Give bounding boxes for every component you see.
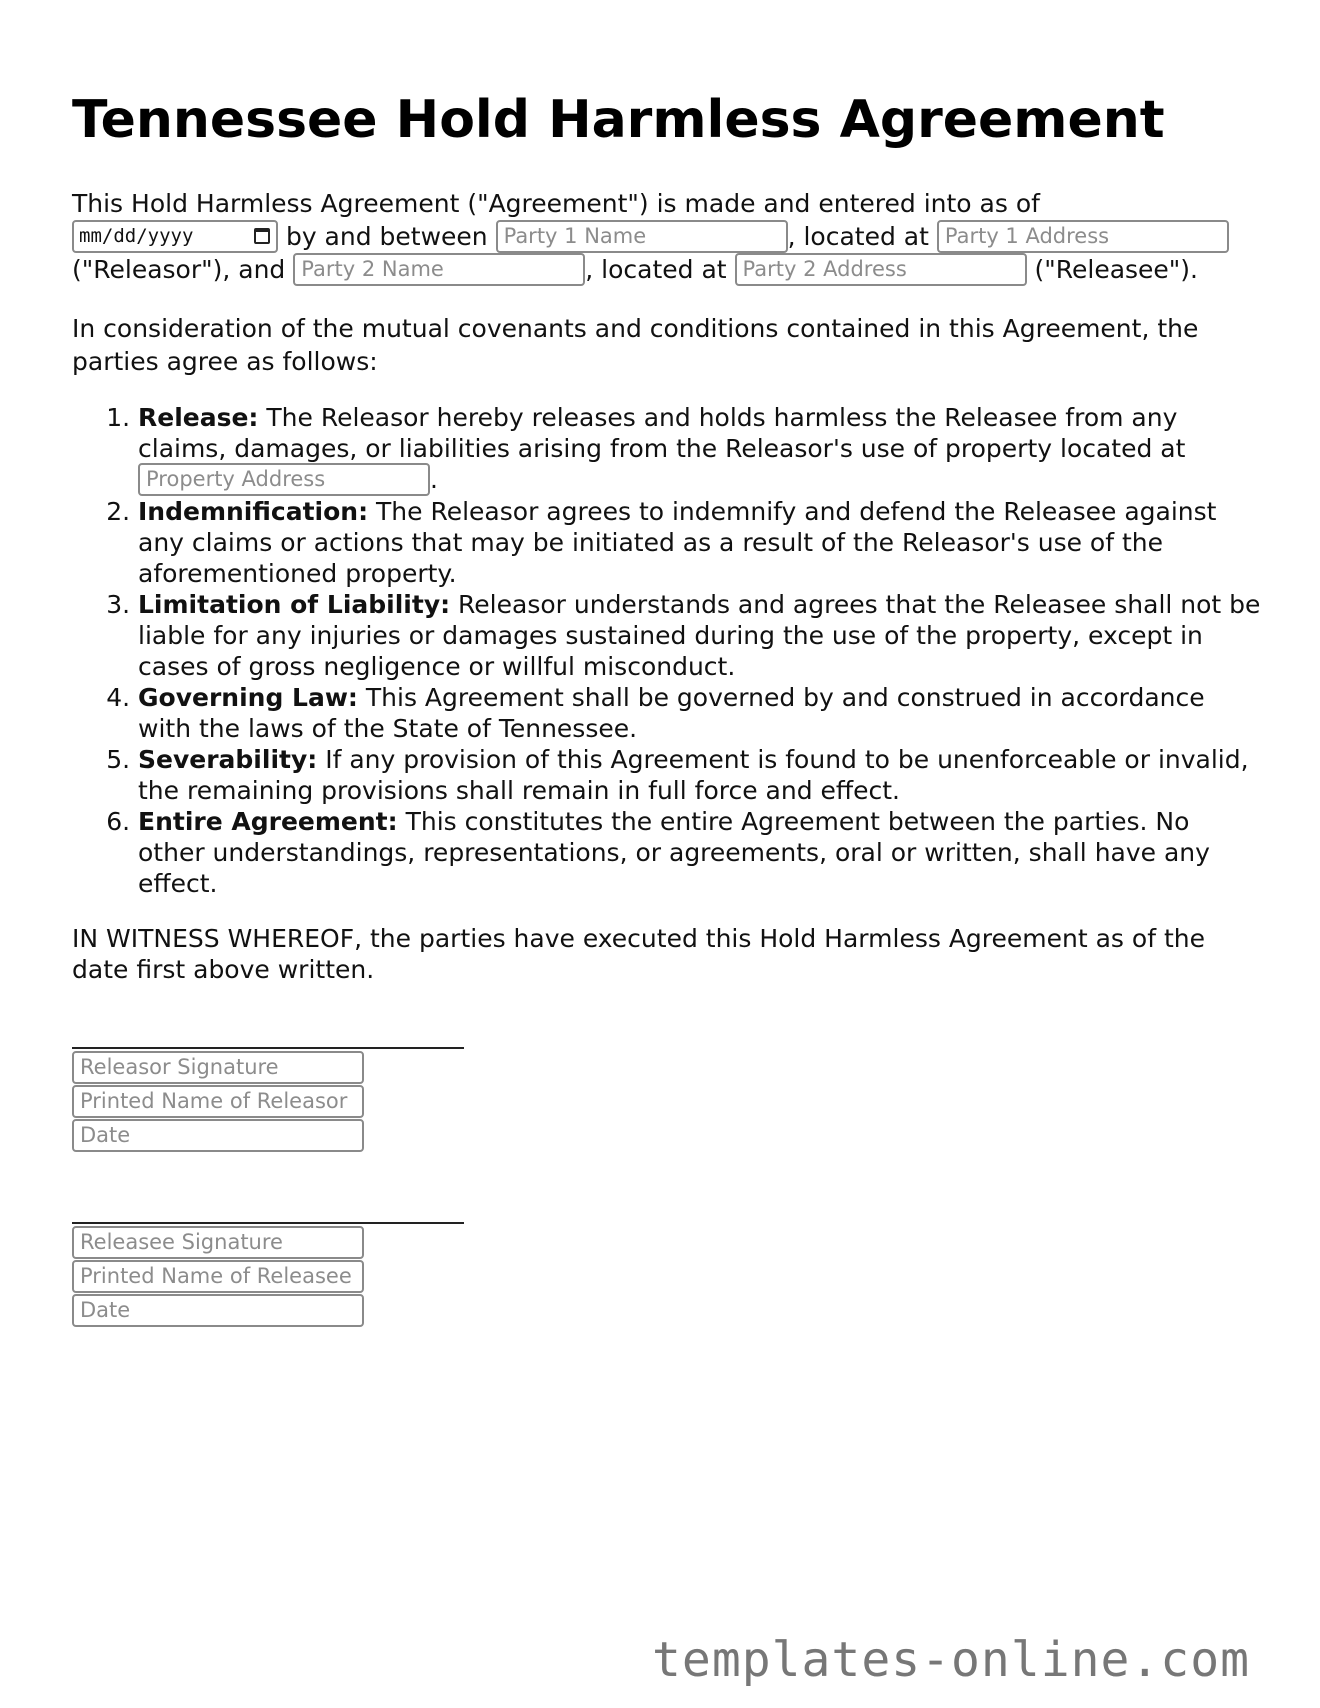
- intro-text-3: , located at: [787, 222, 937, 252]
- intro-text-4: ("Releasor"), and: [72, 255, 294, 285]
- releasee-printed-name-input[interactable]: [72, 1260, 364, 1293]
- signature-line: [72, 1202, 464, 1224]
- releasee-date-input[interactable]: [72, 1294, 364, 1327]
- clause-heading: Entire Agreement:: [138, 806, 398, 836]
- page-title: Tennessee Hold Harmless Agreement: [72, 90, 1165, 150]
- consideration-paragraph: In consideration of the mutual covenants and conditions contained in this Agreement, the parties agree as follows:: [72, 314, 1199, 377]
- party2-address-input[interactable]: [735, 253, 1027, 286]
- clause-text: Releasor understands and agrees that the Releasee shall not be liable for any injuries or damages sustained during the use of the property, except in cases of gross negligence or willful misconduct.: [138, 589, 1261, 681]
- clause-heading: Severability:: [138, 744, 318, 774]
- releasor-printed-name-input[interactable]: [72, 1085, 364, 1118]
- intro-text-6: ("Releasee").: [1026, 255, 1199, 285]
- clause-heading: Limitation of Liability:: [138, 589, 451, 619]
- clause-text: The Releasor hereby releases and holds harmless the Releasee from any claims, damages, or liabilities arising from the Releasor's use of property located at: [138, 403, 1186, 464]
- intro-text-5: , located at: [585, 255, 735, 285]
- releasee-signature-input[interactable]: [72, 1226, 364, 1259]
- witness-paragraph: IN WITNESS WHEREOF, the parties have executed this Hold Harmless Agreement as of the date first above written.: [72, 923, 1205, 984]
- agreement-date-field[interactable]: [72, 220, 278, 253]
- clause-severability: [138, 744, 1262, 806]
- clause-text: This constitutes the entire Agreement between the parties. No other understandings, representations, or agreements, oral or written, shall have any effect.: [138, 806, 1210, 898]
- property-address-input[interactable]: [138, 463, 430, 496]
- clause-heading: Release:: [138, 403, 259, 433]
- intro-text-2: by and between: [278, 222, 496, 252]
- clause-heading: Indemnification:: [138, 496, 369, 526]
- releasee-signature-block: [72, 1202, 1262, 1327]
- clause-text: This Agreement shall be governed by and construed in accordance with the laws of the State of Tennessee.: [138, 682, 1205, 743]
- clause-release: [138, 402, 1262, 496]
- clause-limitation-of-liability: [138, 589, 1262, 682]
- party2-name-input[interactable]: [293, 253, 585, 286]
- intro-paragraph: [72, 187, 1262, 286]
- releasor-signature-input[interactable]: [72, 1051, 364, 1084]
- party1-name-input[interactable]: [496, 220, 788, 253]
- clause-text: The Releasor agrees to indemnify and defend the Releasee against any claims or actions that may be initiated as a result of the Releasor's use of the aforementioned property.: [138, 496, 1217, 588]
- clause-text: If any provision of this Agreement is found to be unenforceable or invalid, the remaining provisions shall remain in full force and effect.: [138, 744, 1249, 805]
- clause-heading: Governing Law:: [138, 682, 358, 712]
- calendar-icon[interactable]: [254, 228, 270, 244]
- clause-entire-agreement: [138, 806, 1262, 899]
- party1-address-input[interactable]: [937, 220, 1229, 253]
- clauses-list: [72, 402, 1262, 899]
- releasor-date-input[interactable]: [72, 1119, 364, 1152]
- clause-after: .: [430, 465, 438, 495]
- clause-indemnification: [138, 496, 1262, 589]
- releasor-signature-block: [72, 1027, 1262, 1152]
- watermark: templates-online.com: [652, 1632, 1250, 1688]
- date-placeholder: mm/dd/yyyy: [79, 224, 194, 247]
- intro-text-1: This Hold Harmless Agreement ("Agreement") is made and entered into as of: [72, 189, 1040, 219]
- clause-governing-law: [138, 682, 1262, 744]
- document-page: [72, 0, 1262, 1328]
- signature-line: [72, 1027, 464, 1049]
